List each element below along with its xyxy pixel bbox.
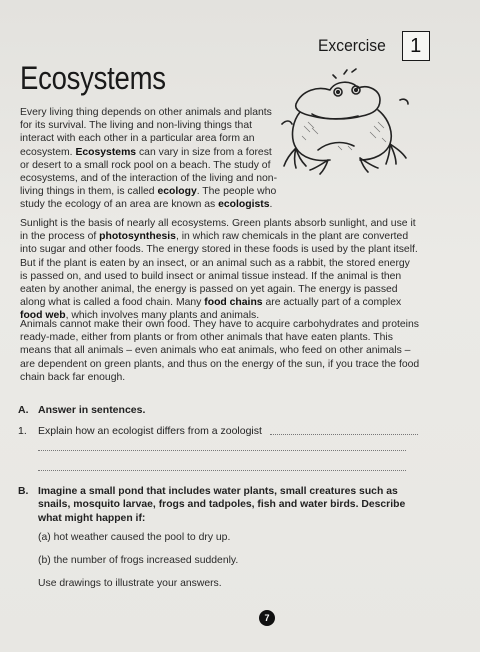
intro-text: can vary in size from a forest or desert to a small rock pool on a beach. The study of ecosystems, and of the interaction of the living and non-living things in them, is called bbox=[20, 146, 278, 198]
intro-text: Every living thing depends on other animals and plants for its survival. The living and non-living things that interact with each other in a particular area form an ecosystem. bbox=[20, 107, 272, 158]
section-b-heading bbox=[18, 485, 428, 525]
paragraph-text: , which involves many plants and animals. bbox=[65, 310, 260, 322]
keyword-food-chains: food chains bbox=[204, 297, 263, 309]
question-1 bbox=[18, 425, 418, 437]
exercise-label: Excercise bbox=[318, 36, 386, 55]
section-a-heading bbox=[18, 404, 145, 416]
animals-paragraph: Animals cannot make their own food. They have to acquire carbohydrates and proteins ready-made, either from plants or from other animals that have eaten plants. This means that all animals – even animals who eat animals, who feed on other animals – are dependent on green plants, and thus on the energy of the sun, if you trace the food chain back far enough. bbox=[20, 319, 420, 383]
keyword-ecology: ecology bbox=[157, 186, 197, 198]
answer-line[interactable] bbox=[270, 425, 418, 435]
page-title: Ecosystems bbox=[20, 60, 166, 96]
bleed-through-text bbox=[128, 24, 328, 36]
keyword-ecologists: ecologists bbox=[218, 199, 270, 211]
question-1-text: Explain how an ecologist differs from a zoologist bbox=[38, 425, 262, 437]
intro-paragraph bbox=[20, 106, 278, 212]
exercise-header bbox=[318, 31, 430, 61]
paragraph-text: are actually part of a complex bbox=[262, 297, 402, 309]
question-1-number: 1. bbox=[18, 425, 27, 437]
section-a-title: Answer in sentences. bbox=[38, 404, 146, 416]
intro-text: . The people who study the ecology of an area are known as bbox=[20, 186, 277, 211]
intro-text: . bbox=[269, 199, 273, 211]
answer-line[interactable] bbox=[38, 470, 406, 471]
frog-illustration bbox=[278, 66, 420, 184]
keyword-food-web: food web bbox=[20, 310, 66, 322]
paragraph-text: , in which raw chemicals in the plant are converted into sugar and other foods. The energy stored in these foods is used by the plant itself. But if the plant is eaten by an insect, or an animal such as a rabbit, the stored energy is passed on, and used to build insect or animal tissue instead. If the animal is then eaten by another animal, the energy is passed on yet again. The energy is passed along what is called a food chain. Many bbox=[20, 231, 418, 309]
exercise-number-box: 1 bbox=[402, 31, 430, 61]
page-number: 7 bbox=[259, 610, 275, 626]
section-a-letter: A. bbox=[18, 404, 29, 416]
paragraph-text: Sunlight is the basis of nearly all ecosystems. Green plants absorb sunlight, and use it in the process of bbox=[20, 218, 416, 243]
question-b-item-b: (b) the number of frogs increased suddenly. bbox=[38, 555, 239, 566]
keyword-ecosystems: Ecosystems bbox=[75, 146, 137, 158]
question-b-instruction: Use drawings to illustrate your answers. bbox=[38, 578, 222, 589]
sunlight-paragraph bbox=[20, 217, 420, 323]
section-b-title: Imagine a small pond that includes water plants, small creatures such as snails, mosquito larvae, frogs and tadpoles, fish and water birds. Describe what might happen if: bbox=[38, 486, 406, 524]
keyword-photosynthesis: photosynthesis bbox=[99, 231, 176, 243]
answer-line[interactable] bbox=[38, 450, 406, 451]
section-b-letter: B. bbox=[18, 486, 29, 497]
question-b-item-a: (a) hot weather caused the pool to dry up. bbox=[38, 532, 231, 543]
